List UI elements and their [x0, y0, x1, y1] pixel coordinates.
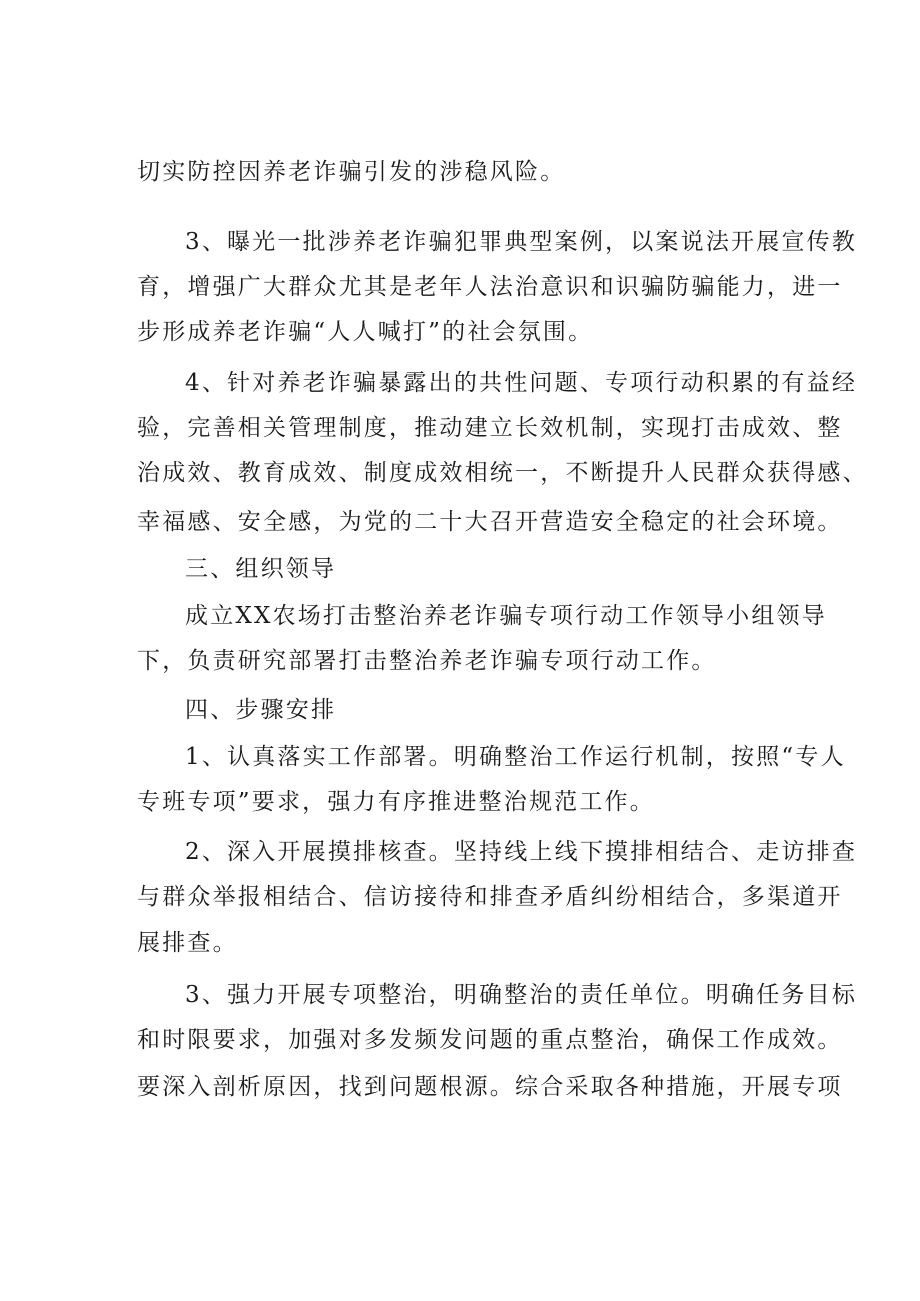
paragraph-line-17: 展排查。: [137, 930, 238, 956]
paragraph-line-8: 幸福感、安全感，为党的二十大召开营造安全稳定的社会环境。: [137, 509, 843, 535]
paragraph-line-20: 要深入剖析原因，找到问题根源。综合采取各种措施，开展专项: [137, 1074, 843, 1100]
paragraph-line-3: 育，增强广大群众尤其是老年人法治意识和识骗防骗能力，进一: [137, 274, 843, 300]
paragraph-line-6: 验，完善相关管理制度，推动建立长效机制，实现打击成效、整: [137, 415, 843, 441]
paragraph-line-7: 治成效、教育成效、制度成效相统一，不断提升人民群众获得感、: [137, 460, 868, 486]
paragraph-line-14: 专班专项”要求，强力有序推进整治规范工作。: [137, 789, 655, 815]
paragraph-line-4: 步形成养老诈骗“人人喊打”的社会氛围。: [137, 319, 594, 345]
paragraph-line-19: 和时限要求，加强对多发频发问题的重点整治，确保工作成效。: [137, 1027, 843, 1053]
paragraph-line-18: 3、强力开展专项整治，明确整治的责任单位。明确任务目标: [185, 982, 858, 1008]
section-heading-3: 三、组织领导: [185, 556, 337, 582]
section-heading-4: 四、步骤安排: [185, 697, 337, 723]
paragraph-line-1: 切实防控因养老诈骗引发的涉稳风险。: [137, 159, 566, 185]
paragraph-line-15: 2、深入开展摸排核查。坚持线上线下摸排相结合、走访排查: [185, 839, 858, 865]
paragraph-line-10: 成立XX农场打击整治养老诈骗专项行动工作领导小组领导: [185, 603, 827, 629]
paragraph-line-16: 与群众举报相结合、信访接待和排查矛盾纠纷相结合，多渠道开: [137, 884, 843, 910]
paragraph-line-13: 1、认真落实工作部署。明确整治工作运行机制，按照“专人: [185, 744, 846, 770]
paragraph-line-5: 4、针对养老诈骗暴露出的共性问题、专项行动积累的有益经: [185, 370, 858, 396]
paragraph-line-2: 3、曝光一批涉养老诈骗犯罪典型案例，以案说法开展宣传教: [185, 229, 858, 255]
paragraph-line-11: 下，负责研究部署打击整治养老诈骗专项行动工作。: [137, 648, 717, 674]
